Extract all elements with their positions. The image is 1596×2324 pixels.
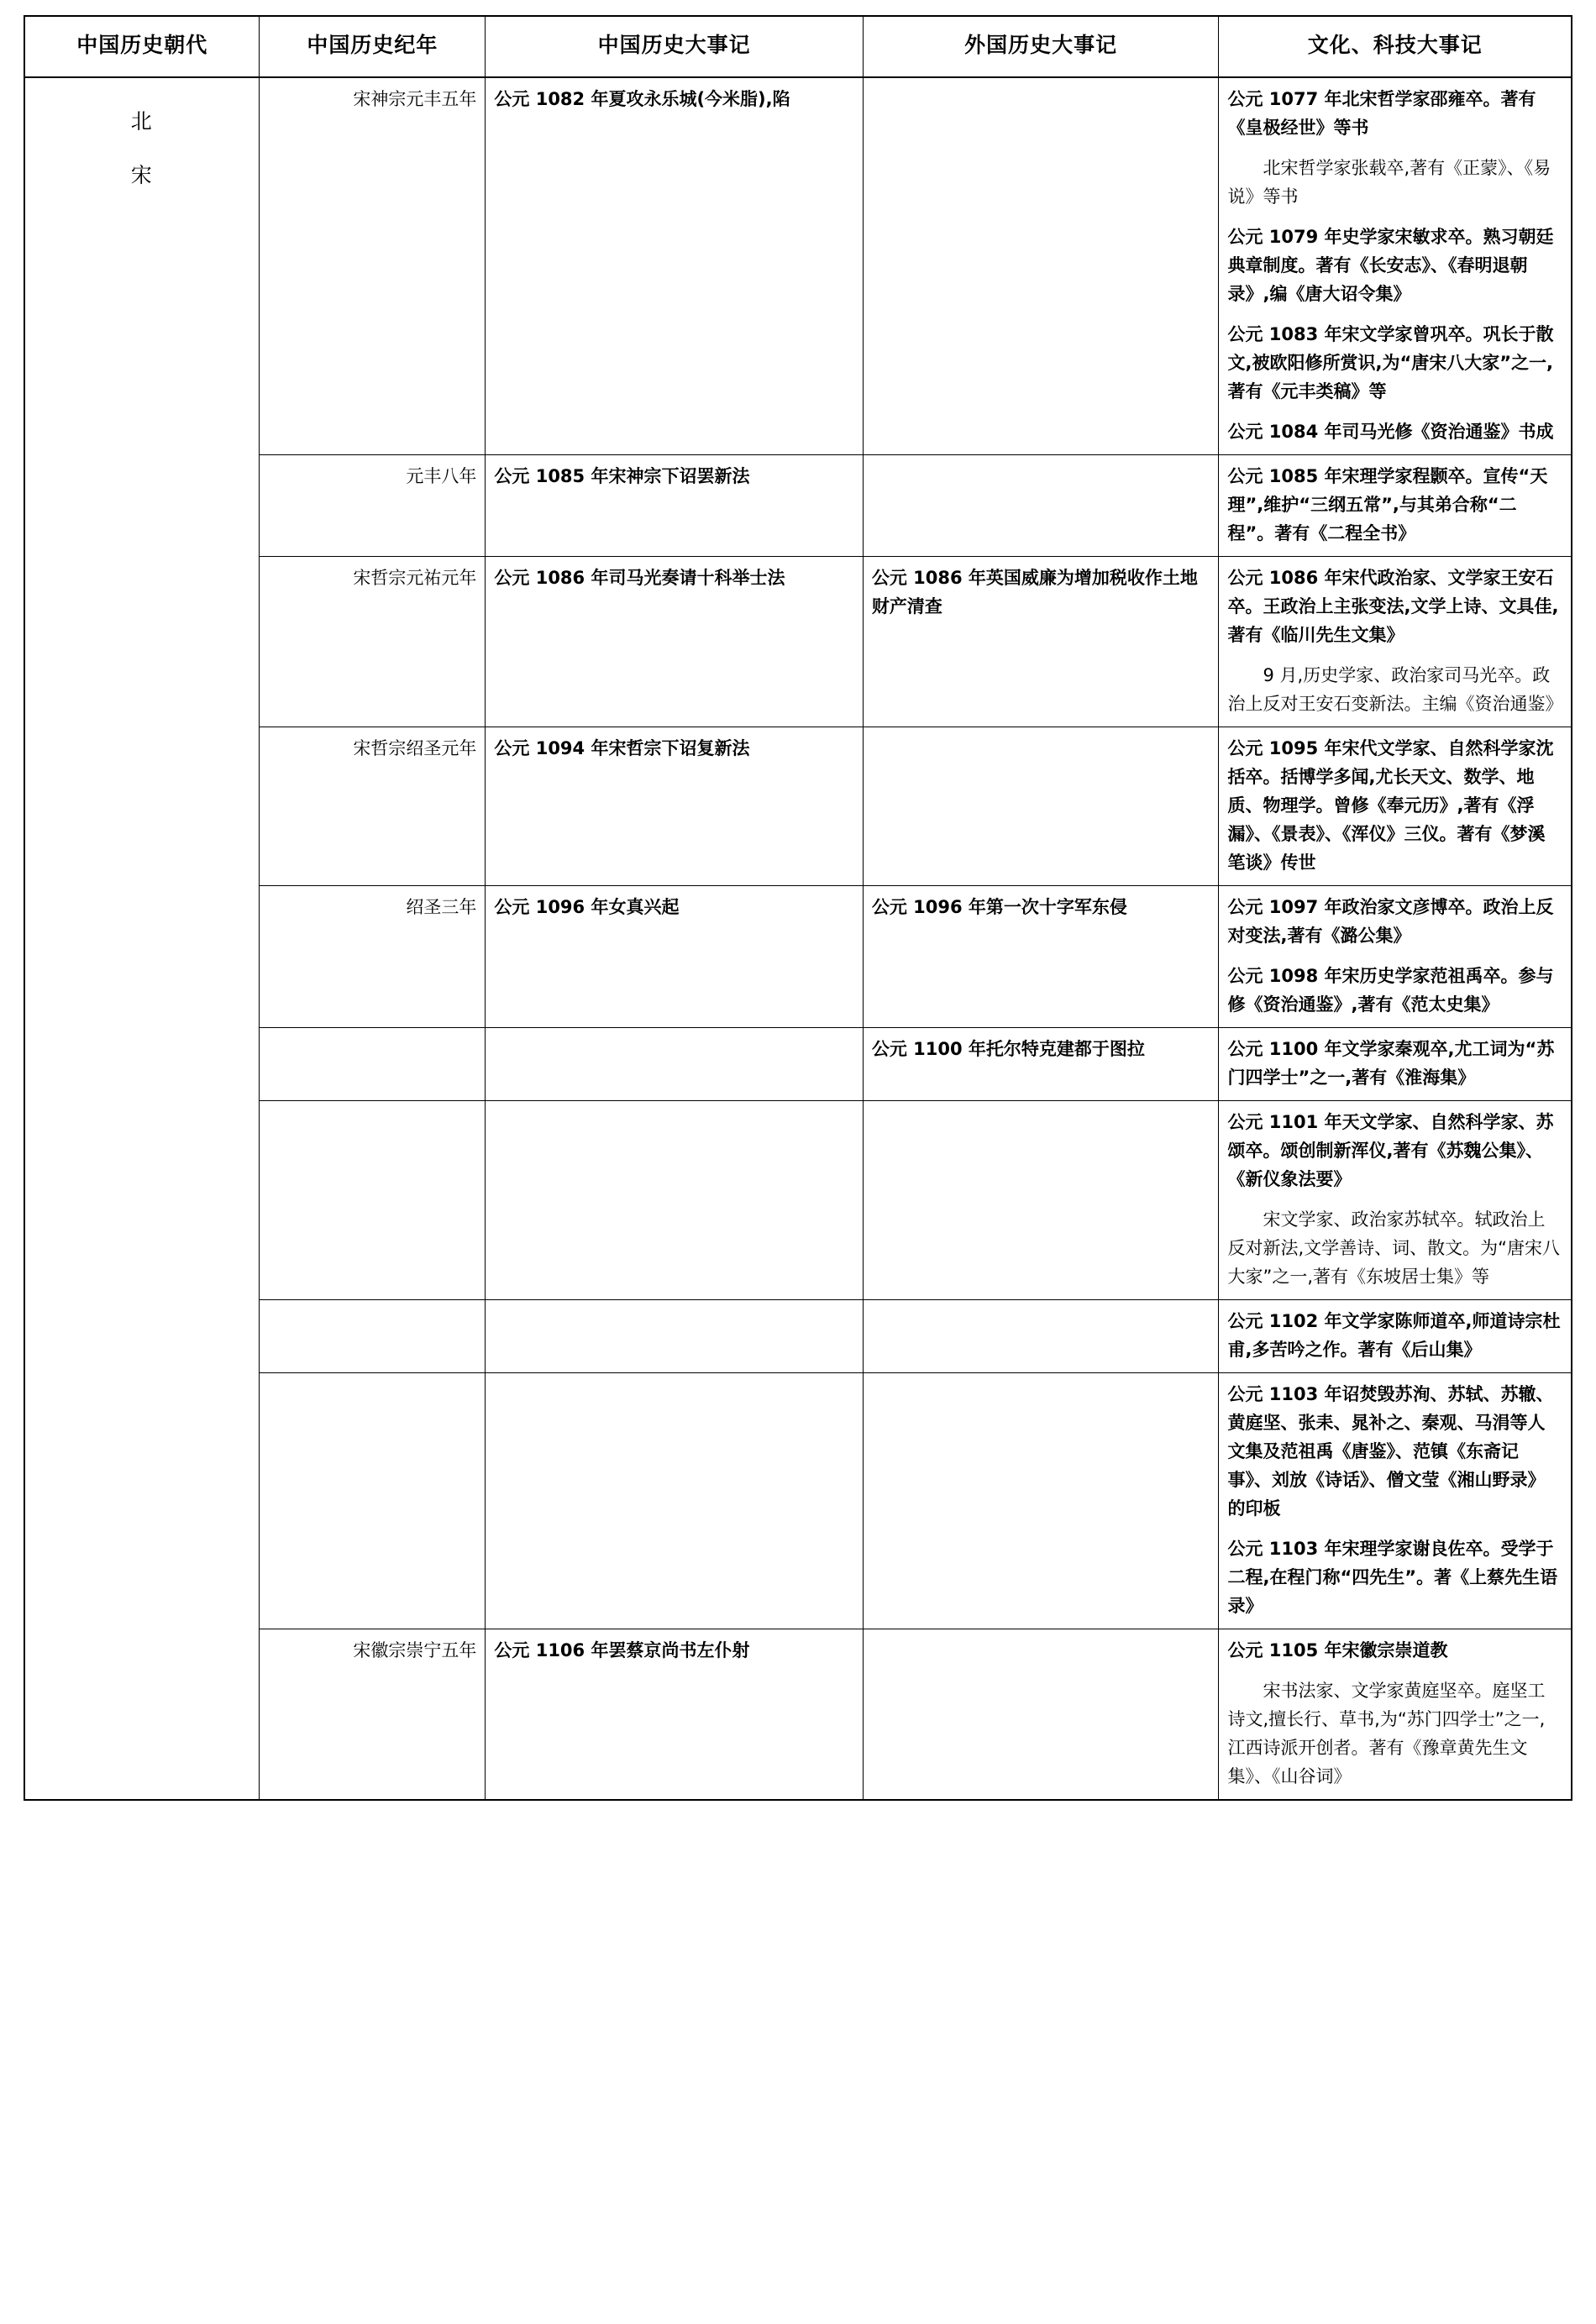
culture-event-text: 公元 1102 年文学家陈师道卒,师道诗宗杜甫,多苦吟之作。著有《后山集》 bbox=[1227, 1311, 1561, 1361]
culture-event-cell bbox=[1219, 1027, 1572, 1100]
table-row bbox=[24, 77, 1572, 455]
chinese-event-text: 公元 1085 年宋神宗下诏罢新法 bbox=[494, 465, 750, 486]
era-cell: 绍圣三年 bbox=[260, 885, 486, 1027]
culture-event-cell bbox=[1219, 727, 1572, 885]
era-cell: 宋徽宗崇宁五年 bbox=[260, 1629, 486, 1801]
chinese-event-cell bbox=[486, 454, 863, 556]
chinese-event-text: 公元 1082 年夏攻永乐城(今米脂),陷 bbox=[494, 88, 790, 109]
history-table bbox=[24, 15, 1572, 1801]
foreign-event-cell bbox=[863, 727, 1219, 885]
chinese-event-cell bbox=[486, 556, 863, 727]
culture-event-text: 公元 1097 年政治家文彦博卒。政治上反对变法,著有《潞公集》 bbox=[1227, 896, 1554, 946]
culture-event-text: 公元 1086 年宋代政治家、文学家王安石卒。王政治上主张变法,文学上诗、文具佳,著有《临川先生文集》 bbox=[1227, 567, 1559, 645]
chinese-event-cell bbox=[486, 885, 863, 1027]
culture-event-text: 公元 1085 年宋理学家程颢卒。宣传“天理”,维护“三纲五常”,与其弟合称“二程”。著有《二程全书》 bbox=[1227, 465, 1548, 543]
chinese-event-cell bbox=[486, 727, 863, 885]
culture-event-text: 公元 1077 年北宋哲学家邵雍卒。著有《皇极经世》等书 bbox=[1227, 88, 1536, 138]
column-header-chinese-events: 中国历史大事记 bbox=[486, 16, 863, 77]
foreign-event-cell bbox=[863, 1629, 1219, 1801]
column-header-dynasty: 中国历史朝代 bbox=[24, 16, 260, 77]
culture-event-text: 公元 1105 年宋徽宗崇道教 bbox=[1227, 1640, 1448, 1661]
culture-event-text: 公元 1098 年宋历史学家范祖禹卒。参与修《资治通鉴》,著有《范太史集》 bbox=[1227, 965, 1554, 1015]
chinese-event-cell bbox=[486, 1373, 863, 1629]
chinese-event-text: 公元 1086 年司马光奏请十科举士法 bbox=[494, 567, 785, 588]
culture-event-text: 宋书法家、文学家黄庭坚卒。庭坚工诗文,擅长行、草书,为“苏门四学士”之一,江西诗派开创者。著有《豫章黄先生文集》、《山谷词》 bbox=[1227, 1681, 1546, 1787]
foreign-event-text: 公元 1086 年英国威廉为增加税收作土地财产清查 bbox=[871, 567, 1198, 616]
culture-event-cell bbox=[1219, 454, 1572, 556]
culture-event-cell bbox=[1219, 77, 1572, 455]
culture-event-text: 公元 1103 年诏焚毁苏洵、苏轼、苏辙、黄庭坚、张耒、晁补之、秦观、马涓等人文集及范祖禹《唐鉴》、范镇《东斋记事》、刘放《诗话》、僧文莹《湘山野录》的印板 bbox=[1227, 1384, 1554, 1519]
column-header-era: 中国历史纪年 bbox=[260, 16, 486, 77]
culture-event-text: 9 月,历史学家、政治家司马光卒。政治上反对王安石变新法。主编《资治通鉴》 bbox=[1227, 664, 1563, 714]
chinese-event-text: 公元 1096 年女真兴起 bbox=[494, 896, 680, 917]
culture-event-text: 公元 1095 年宋代文学家、自然科学家沈括卒。括博学多闻,尤长天文、数学、地质、物理学。曾修《奉元历》,著有《浮漏》、《景表》、《浑仪》三仪。著有《梦溪笔谈》传世 bbox=[1227, 737, 1554, 873]
era-cell: 宋哲宗元祐元年 bbox=[260, 556, 486, 727]
culture-event-cell bbox=[1219, 1629, 1572, 1801]
column-header-culture-events: 文化、科技大事记 bbox=[1219, 16, 1572, 77]
chinese-event-cell bbox=[486, 1629, 863, 1801]
foreign-event-cell bbox=[863, 1373, 1219, 1629]
foreign-event-cell bbox=[863, 1100, 1219, 1299]
chinese-event-cell bbox=[486, 77, 863, 455]
foreign-event-cell bbox=[863, 1027, 1219, 1100]
table-body bbox=[24, 77, 1572, 1801]
era-cell bbox=[260, 1373, 486, 1629]
era-cell bbox=[260, 1300, 486, 1373]
era-cell: 宋哲宗绍圣元年 bbox=[260, 727, 486, 885]
culture-event-text: 北宋哲学家张载卒,著有《正蒙》、《易说》等书 bbox=[1227, 157, 1551, 207]
table-header bbox=[24, 16, 1572, 77]
era-cell bbox=[260, 1027, 486, 1100]
header-row bbox=[24, 16, 1572, 77]
foreign-event-cell bbox=[863, 77, 1219, 455]
culture-event-text: 公元 1101 年天文学家、自然科学家、苏颂卒。颂创制新浑仪,著有《苏魏公集》、《新仪象法要》 bbox=[1227, 1111, 1554, 1189]
culture-event-text: 公元 1100 年文学家秦观卒,尤工词为“苏门四学士”之一,著有《淮海集》 bbox=[1227, 1038, 1555, 1088]
foreign-event-cell bbox=[863, 454, 1219, 556]
culture-event-text: 公元 1083 年宋文学家曾巩卒。巩长于散文,被欧阳修所赏识,为“唐宋八大家”之一,著有《元丰类稿》等 bbox=[1227, 323, 1554, 401]
dynasty-cell bbox=[24, 77, 260, 1801]
culture-event-text: 公元 1084 年司马光修《资治通鉴》书成 bbox=[1227, 421, 1554, 442]
culture-event-cell bbox=[1219, 885, 1572, 1027]
chinese-event-cell bbox=[486, 1100, 863, 1299]
culture-event-cell bbox=[1219, 1100, 1572, 1299]
culture-event-cell bbox=[1219, 556, 1572, 727]
foreign-event-text: 公元 1096 年第一次十字军东侵 bbox=[871, 896, 1127, 917]
era-cell bbox=[260, 1100, 486, 1299]
culture-event-text: 宋文学家、政治家苏轼卒。轼政治上反对新法,文学善诗、词、散文。为“唐宋八大家”之一,著有《东坡居士集》等 bbox=[1227, 1209, 1561, 1288]
era-cell: 元丰八年 bbox=[260, 454, 486, 556]
foreign-event-cell bbox=[863, 556, 1219, 727]
column-header-foreign-events: 外国历史大事记 bbox=[863, 16, 1219, 77]
chinese-event-cell bbox=[486, 1300, 863, 1373]
foreign-event-text: 公元 1100 年托尔特克建都于图拉 bbox=[871, 1038, 1145, 1059]
chinese-event-text: 公元 1094 年宋哲宗下诏复新法 bbox=[494, 737, 750, 758]
dynasty-char-2: 宋 bbox=[130, 163, 154, 187]
culture-event-cell bbox=[1219, 1300, 1572, 1373]
culture-event-cell bbox=[1219, 1373, 1572, 1629]
chinese-event-cell bbox=[486, 1027, 863, 1100]
chinese-event-text: 公元 1106 年罢蔡京尚书左仆射 bbox=[494, 1640, 750, 1661]
foreign-event-cell bbox=[863, 885, 1219, 1027]
foreign-event-cell bbox=[863, 1300, 1219, 1373]
era-cell: 宋神宗元丰五年 bbox=[260, 77, 486, 455]
dynasty-char-1: 北 bbox=[130, 108, 154, 134]
culture-event-text: 公元 1103 年宋理学家谢良佐卒。受学于二程,在程门称“四先生”。著《上蔡先生语录》 bbox=[1227, 1539, 1558, 1617]
culture-event-text: 公元 1079 年史学家宋敏求卒。熟习朝廷典章制度。著有《长安志》、《春明退朝录》,编《唐大诏令集》 bbox=[1227, 226, 1554, 304]
